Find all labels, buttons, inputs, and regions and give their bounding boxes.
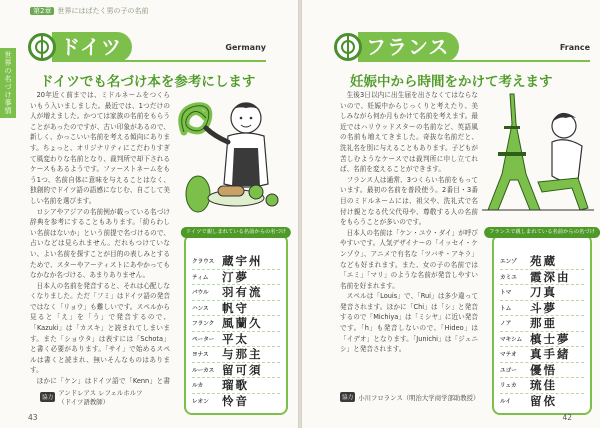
- name-row: マテオ 真手緒: [500, 347, 584, 363]
- chef-eye: [240, 117, 243, 120]
- chef-eye: [250, 117, 253, 120]
- country-title: フランス: [358, 32, 459, 62]
- name-row: カミユ 霞深由: [500, 270, 584, 286]
- country-title: ドイツ: [52, 32, 132, 62]
- country-english: Germany: [225, 42, 266, 52]
- running-head: [30, 6, 148, 16]
- paragraph: フランス人は通常、3つくらい名前をもっています。最初の名前を普段使う。2番目・3番目のミドルネームには、祖父や、洗礼式で名付け親となる代父代母や、尊敬する人の名前をもらうことが多いのです。: [340, 175, 478, 227]
- name-row: ユゴー 優悟: [500, 363, 584, 379]
- vegetable: [266, 194, 278, 206]
- contributor-badge: 協力: [340, 392, 355, 402]
- banner-rule: [96, 60, 266, 62]
- body-text: [30, 90, 170, 388]
- paragraph: 日本人の名前は「ケン・ユウ・ダイ」が呼びやすいです。人気デザイナーの「イッセイ・ケンゾウ」、アニメで有名な「ツバサ・アキラ」なども好まれます。また、女の子の名前では「エミ」「マリ」のような名前が発音しやすい名前を好まれます。: [340, 228, 478, 290]
- name-row: ペーター 平太: [192, 332, 280, 348]
- side-index-tab[interactable]: 世界の名づけ事情: [0, 48, 16, 118]
- paragraph: ロシアやアジアの名前例が載っている名づけ辞典を参考にすることもあります。「紛らわしい名前はないか」という前提で名づけるので、占いなどは見られません。だれもつけていない、よい名前を探すことが目的の表しみとするためで、スターやアーティストにあやかってもなかなか名づける、あまりありません。: [30, 207, 170, 280]
- section-headline: ドイツでも名づけ本を参考にします: [40, 74, 256, 90]
- name-row: フランク 風蘭久: [192, 316, 280, 332]
- name-row: ノア 那亜: [500, 316, 584, 332]
- contributor-name: 小川フロランス（明治大学商学部助教授）: [358, 393, 480, 402]
- name-row: ルカ 瑠歌: [192, 378, 280, 394]
- tower-deck: [498, 152, 526, 156]
- sausage: [218, 186, 244, 196]
- name-suggestion-box: [489, 229, 595, 415]
- contributor-badge: 協力: [40, 392, 55, 402]
- name-row: トマ 刀真: [500, 285, 584, 301]
- name-row: レオン 怜音: [192, 394, 249, 409]
- chapter-label: 第2章: [30, 7, 54, 15]
- paragraph: 生後3日以内に出生届を出さなくてはならないので、妊娠中からじっくりと考えたり、美しみながら何か月もかけて名前を考えます。最近ではハリウッドスターの名前など、英語風の名前も増えてきました。奇抜な名前だと、洗礼名を別に与えることもあります。子どもが苦しむようなケースでは裁判所に申し立てれば、名前を変えることができます。: [340, 91, 478, 174]
- contributor-note: [40, 388, 142, 406]
- paragraph: ほかに「ケン」はドイツ語で「Kenn」と書: [36, 377, 170, 386]
- name-suggestion-box: [184, 229, 288, 415]
- contributor-role: （ドイツ語教師）: [58, 398, 110, 406]
- name-row: トム 斗夢: [500, 301, 584, 317]
- name-box-caption: ドイツで親しまれている名前からの名づけ: [181, 227, 291, 238]
- cabbage: [186, 176, 210, 212]
- name-row: パウル 羽有流: [192, 285, 280, 301]
- chef-illustration: [174, 88, 292, 216]
- name-row: ルイ 留依: [500, 394, 557, 409]
- name-row: クラウス 蔵宇州: [192, 254, 280, 270]
- section-headline: 妊娠中から時間をかけて考えます: [350, 74, 553, 90]
- banner-rule: [424, 60, 590, 62]
- chapter-title: 世界にはばたく男の子の名前: [57, 7, 149, 15]
- page-number: 42: [562, 413, 572, 422]
- name-row: リュカ 琉佳: [500, 378, 584, 394]
- contributor-note: [340, 392, 479, 402]
- eiffel-tower-illustration: [482, 92, 594, 216]
- man-trousers: [538, 178, 588, 210]
- name-row: ルーカス 留可須: [192, 363, 280, 379]
- man-shirt: [552, 140, 582, 182]
- page-number: 43: [28, 413, 38, 422]
- body-text: [340, 90, 478, 386]
- chef-apron: [232, 148, 260, 186]
- name-row: マキシム 槙士夢: [500, 332, 584, 348]
- contributor-name: アンドレアス レフェルホルツ: [58, 389, 143, 397]
- globe-icon: [334, 33, 362, 61]
- vegetable: [249, 185, 263, 199]
- left-page: [0, 0, 298, 428]
- country-english: France: [559, 42, 590, 52]
- name-row: ヨナス 与那主: [192, 347, 280, 363]
- chef-arm: [206, 128, 228, 142]
- tower-deck: [504, 126, 520, 129]
- name-box-caption: フランスで親しまれている名前からの名づけ: [484, 227, 600, 238]
- paragraph: スペルは「Louis」で、「Rui」は多少違って発音されます。ほかに「Chi」は「シ」と発音するので「Michiya」は「ミシヤ」に近い発音です。「h」も発音しないので、「Hideo」は「イデオ」となります。「Junichi」は「ジュニシ」と発音されます。: [340, 292, 478, 354]
- paragraph: 20年近く前までは、ミドルネームをつくらいもう入いましました。最近では、1つだけの人が増えました。かつては家族の名前をもらうことがあったのですが、古い印象があるので、新しく、かっこいい名前を考える傾向にあります。ちょっと、オリジナリティにこだわりすぎて風変わりな名前となり、裁判所で却下されるケースもあるようです。ファーストネームをもう1つ、名前自体に意味を与えることはなく、独創的でドイツ語の語感になじむ、自ごして美しい名前を選びます。: [30, 91, 170, 205]
- right-page: [302, 0, 600, 428]
- name-row: ハンス 帆守: [192, 301, 280, 317]
- name-row: ティム 汀夢: [192, 270, 280, 286]
- paragraph: 日本人の名前を発音すると、それは心配しなくなりました。ただ「フミ」はドイツ語の発音ではなく「リョウ」も難しいです。スペルから見ると「え」を「う」で発音するので、「Kazuki」は「カスキ」と読まれてしまいます。また「ショウタ」は表すには「Schota」と書く必要があります。「サイ」で始めるスペルは書くと読まれ、無いそんなものはあります。: [30, 281, 170, 375]
- globe-icon: [28, 33, 56, 61]
- name-row: エンゾ 苑蔵: [500, 254, 584, 270]
